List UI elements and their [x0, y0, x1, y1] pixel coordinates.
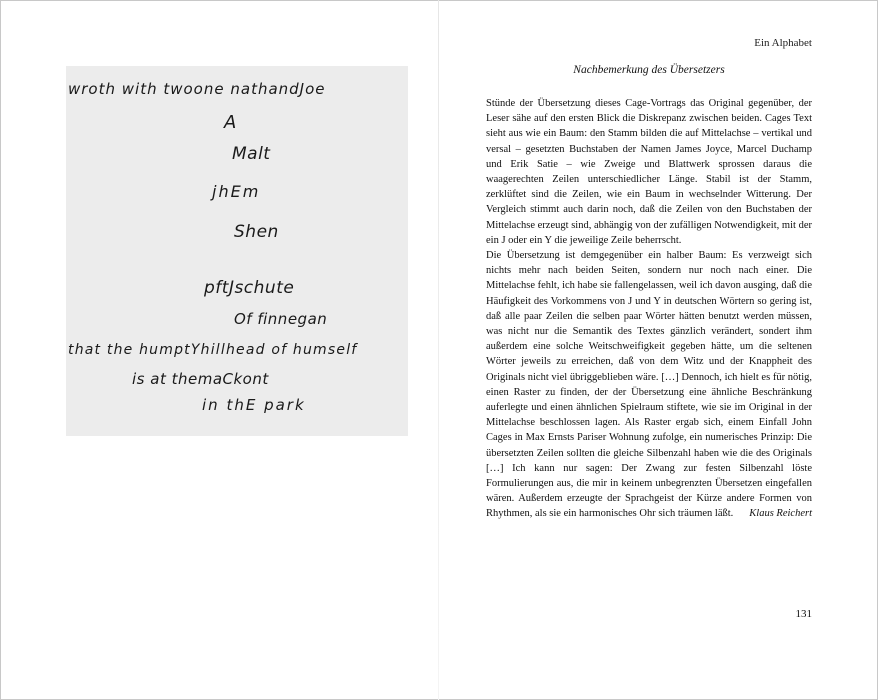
- paragraph-text: Die Übersetzung ist demgegenüber ein halber Baum: Es verzweigt sich nichts mehr nach beiden Seiten, sondern nur noch nach einer. Die Mittelachse fehlt, ich habe sie fallengelassen, weil ich davon ausging, daß die Häufigkeit des Vorkommens von J und Y in deutschen Wörtern so gering ist, daß alle paar Zeilen die selben paar Wörter hätten benutzt werden müssen, was nicht nur die Semantik des Textes gänzlich verändert, sondert ihm außerdem eine solche Weitschweifigkeit gegeben hätte, um die seltenen Wörter jeweils zu erreichen, daß von dem Witz und der Knappheit des Originals nicht viel übriggeblieben wäre. […] Dennoch, ich hielt es für nötig, einen Raster zu finden, der der Übersetzung eine ähnliche Beschränkung auferlegte und einen ähnlichen Spielraum stiftete, wie sie im Original in der Mittelachse beschlossen lagen. Als Raster ergab sich, einem Einfall John Cages in Max Ernsts Pariser Wohnung zufolge, ein numerisches Prinzip: Die übersetzten Zeilen sollten die gleiche Silbenzahl haben wie die des Originals […] Ich kann nur sagen: Der Zwang zur festen Silbenzahl löste Formulierungen aus, die mir in keinem unbegrenzten Übersetzen eingefallen wären. Außerdem erzeugte der Sprachgeist der Kürze andere Formen von Rhythmen, als sie ein harmonisches Ohr sich träumen läßt.: [486, 250, 812, 520]
- manuscript-line: in thE park: [202, 396, 306, 414]
- manuscript-line: wroth with twoone nathandJoe: [68, 80, 326, 98]
- manuscript-line: is at themaCkont: [132, 370, 269, 388]
- afterword-text: [486, 96, 812, 522]
- manuscript-line: Malt: [232, 144, 271, 164]
- manuscript-line: Of finnegan: [234, 310, 328, 328]
- manuscript-line: A: [224, 112, 237, 133]
- paragraph: [486, 248, 812, 522]
- manuscript-line: Shen: [234, 222, 279, 242]
- book-gutter: [438, 0, 439, 700]
- signature: Klaus Reichert: [749, 508, 812, 520]
- paragraph: Stünde der Übersetzung dieses Cage-Vortrags das Original gegenüber, der Leser sähe auf den ersten Blick die Diskrepanz zwischen beiden. Cages Text sieht aus wie ein Baum: den Stamm bilden die auf Mittelachse – vertikal und versal – gesetzten Buchstaben der Namen James Joyce, Marcel Duchamp und Erik Satie – wie Zweige und Blattwerk sprossen daraus die waagerechten Zeilen unterschiedlicher Länge. Stabil ist der Stamm, zerklüftet sind die Zeilen, wie ein Baum in wechselnder Witterung. Der Vergleich stimmt auch darin noch, daß die Zeilen von den Buchstaben der Mittelachse erzeugt sind, abhängig von der zufälligen Notwendigkeit, mit der ein J oder ein Y die jeweilige Zeile beherrscht.: [486, 98, 812, 246]
- manuscript-line: that the humptYhillhead of humself: [68, 342, 358, 358]
- manuscript-line: pftJschute: [204, 278, 295, 298]
- page-number: 131: [795, 608, 812, 620]
- section-title: Nachbemerkung des Übersetzers: [573, 64, 725, 76]
- running-head: Ein Alphabet: [754, 37, 812, 49]
- manuscript-line: jhEm: [212, 182, 261, 201]
- manuscript-image: [66, 66, 408, 436]
